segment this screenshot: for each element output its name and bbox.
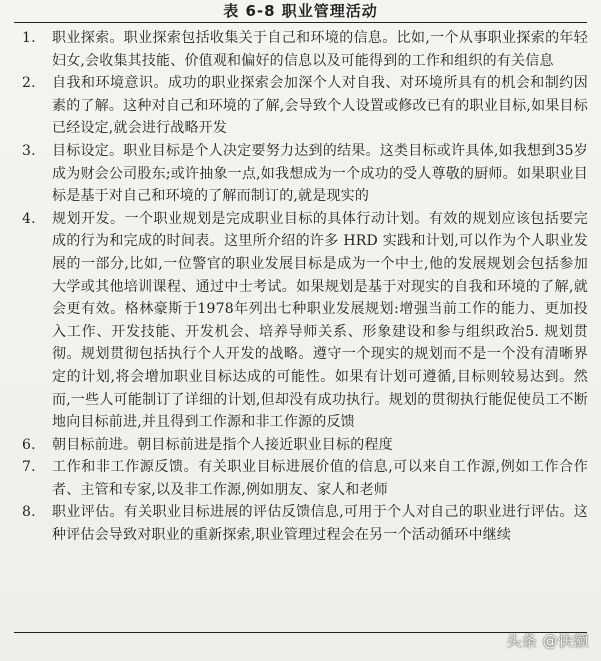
list-item (22, 456, 588, 501)
table-title: 表 6-8 职业管理活动 (223, 2, 378, 20)
item-number: 8. (22, 504, 36, 521)
item-number: 3. (22, 142, 36, 159)
item-number: 6. (22, 436, 36, 453)
item-text: 自我和环境意识。成功的职业探索会加深个人对自我、对环境所具有的机会和制约因素的了解。这种对自己和环境的了解,会导致个人设置或修改已有的职业目标,如果目标已经设定,就会进行战略开发 (52, 75, 588, 137)
list-item (22, 208, 588, 434)
list-item (22, 501, 588, 546)
activity-list (22, 27, 588, 547)
list-item (22, 140, 588, 208)
item-number: 2. (22, 75, 36, 92)
list-item (22, 434, 588, 457)
item-text: 职业探索。职业探索包括收集关于自己和环境的信息。比如,一个从事职业探索的年轻妇女,会收集其技能、价值观和偏好的信息以及可能得到的工作和组织的有关信息 (52, 30, 588, 69)
item-text: 规划开发。一个职业规划是完成职业目标的具体行动计划。有效的规划应该包括要完成的行为和完成的时间表。这里所介绍的许多 HRD 实践和计划,可以作为个人职业发展的一部分,比如,一位警官的职业发展目标是成为一个中士,他的发展规划会包括参加大学或其他培训课程、通过中士考试。如果规划是基于对现实的自我和环境的了解,就会更有效。格林豪斯于1978年列出七种职业发展规划:增强当前工作的能力、更加投入工作、开发技能、开发机会、培养导师关系、形象建设和参与组织政治5. 规划贯彻。规划贯彻包括执行个人开发的战略。遵守一个现实的规划而不是一个没有清晰界定的计划,将会增加职业目标达成的可能性。如果有计划可遵循,目标则较易达到。然而,一些人可能制订了详细的计划,但却没有成功执行。规划的贯彻执行能促使员工不断地向目标前进,并且得到工作源和非工作源的反馈 (52, 210, 588, 431)
item-text: 目标设定。职业目标是个人决定要努力达到的结果。这类目标或许具体,如我想到35岁成为财会公司股东;或许抽象一点,如我想成为一个成功的受人尊敬的厨师。如果职业目标是基于对自己和环境的了解而制订的,就是现实的 (52, 142, 588, 205)
item-text: 朝目标前进。朝目标前进是指个人接近职业目标的程度 (52, 436, 393, 453)
list-item (22, 27, 588, 72)
list-item (22, 72, 588, 140)
item-number: 1. (22, 30, 36, 46)
bottom-rule (14, 632, 587, 633)
item-number: 4. (22, 210, 36, 227)
watermark: 头条 @快额 (506, 632, 589, 650)
item-text: 职业评估。有关职业目标进展的评估反馈信息,可用于个人对自己的职业进行评估。这种评估会导致对职业的重新探索,职业管理过程会在另一个活动循环中继续 (52, 504, 588, 544)
top-rule (14, 22, 587, 23)
item-text: 工作和非工作源反馈。有关职业目标进展价值的信息,可以来自工作源,例如工作合作者、主管和专家,以及非工作源,例如朋友、家人和老师 (52, 459, 588, 498)
item-number: 7. (22, 459, 36, 476)
